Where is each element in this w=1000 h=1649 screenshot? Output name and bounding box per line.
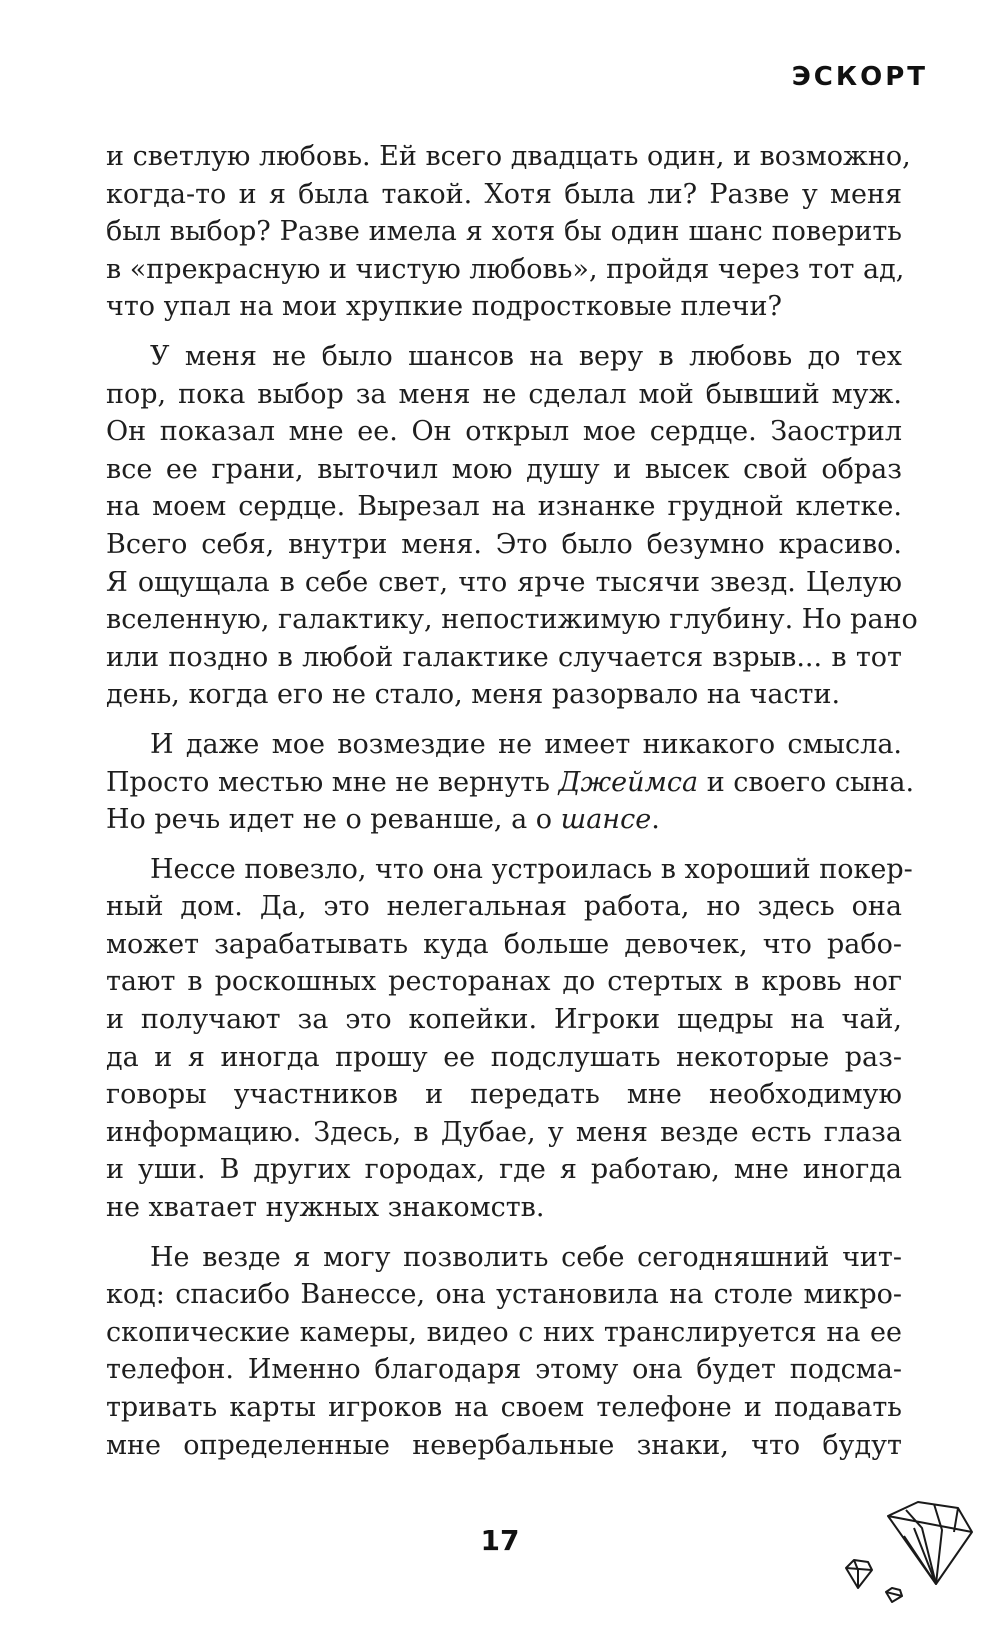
text-line [106,1114,902,1152]
text-segment: и своего сына. [698,766,915,798]
text-segment: или поздно в любой галактике случается взрыв... в тот [106,641,902,673]
paragraph [106,1239,902,1465]
page-number: 17 [480,1524,520,1557]
text-segment: на моем сердце. Вырезал на изнанке грудной клетке. [106,491,902,523]
text-line [106,1427,902,1465]
text-segment: тривать карты игроков на своем телефоне и подавать [106,1392,902,1423]
body-text [106,138,918,1476]
text-segment: да и я иногда прошу ее подслушать некоторые раз- [106,1041,902,1073]
text-line [106,1076,902,1114]
text-line [106,1351,902,1389]
text-line [106,601,918,639]
text-line [106,726,902,764]
text-line [106,213,902,251]
text-segment: когда-то и я была такой. Хотя была ли? Разве у меня [106,178,902,210]
text-line [106,926,902,964]
text-line [106,1389,902,1427]
text-segment: Просто местью мне не вернуть [106,766,559,798]
text-line [106,1001,902,1039]
text-line [106,801,902,839]
text-segment: что упал на мои хрупкие подростковые плечи? [106,291,782,323]
text-line [106,488,902,526]
text-line [106,764,915,802]
text-line [106,138,911,176]
text-segment: может зарабатывать куда больше девочек, что рабо- [106,928,902,960]
text-line [106,451,902,489]
text-line [106,1314,902,1352]
text-segment: вселенную, галактику, непостижимую глубину. Но рано [106,604,918,636]
text-line [106,251,905,289]
text-line [106,888,902,926]
text-line [106,1039,902,1077]
text-line [106,639,902,677]
text-line [106,376,902,414]
text-segment: код: спасибо Ванессе, она установила на столе микро- [106,1279,902,1311]
text-segment: день, когда его не стало, меня разорвало на части. [106,679,841,711]
paragraph [106,138,911,326]
text-line [106,413,902,451]
text-line [106,963,902,1001]
text-line [106,1239,902,1277]
text-line [106,676,902,714]
text-segment: тают в роскошных ресторанах до стертых в кровь ног [106,966,902,998]
text-segment: Всего себя, внутри меня. Это было безумно красиво. [106,528,902,560]
text-segment: все ее грани, выточил мою душу и высек свой образ [106,453,902,485]
text-line [106,176,902,214]
text-segment: и получают за это копейки. Игроки щедры на чай, [106,1004,902,1036]
text-line [106,338,902,376]
text-segment: И даже мое возмездие не имеет никакого смысла. [150,728,902,760]
paragraph [106,338,918,714]
text-segment: У меня не было шансов на веру в любовь до тех [150,340,902,372]
text-segment: не хватает нужных знакомств. [106,1192,545,1224]
text-segment: в «прекрасную и чистую любовь», пройдя через тот ад, [106,253,905,285]
text-segment: Но речь идет не о реванше, а о [106,804,561,836]
text-segment: Я ощущала в себе свет, что ярче тысячи звезд. Целую [106,566,902,598]
text-segment: . [651,804,660,836]
text-line [106,851,913,889]
text-segment: телефон. Именно благодаря этому она будет подсма- [106,1354,902,1386]
text-segment: говоры участников и передать мне необходимую [106,1079,902,1111]
italic-text: шансе [560,804,652,836]
diamond-icon [840,1488,980,1608]
text-segment: и уши. В других городах, где я работаю, мне иногда [106,1154,902,1186]
italic-text: Джеймса [558,766,699,798]
text-segment: мне определенные невербальные знаки, что будут [106,1429,902,1461]
text-segment: был выбор? Разве имела я хотя бы один шанс поверить [106,216,902,248]
text-line [106,1151,902,1189]
running-header: ЭСКОРТ [791,62,928,92]
text-segment: ный дом. Да, это нелегальная работа, но здесь она [106,891,902,923]
text-line [106,288,902,326]
text-segment: и светлую любовь. Ей всего двадцать один, и возможно, [106,141,911,172]
text-segment: Не везде я могу позволить себе сегодняшний чит- [150,1241,902,1273]
text-segment: скопические камеры, видео с них транслируется на ее [106,1316,902,1348]
text-segment: Нессе повезло, что она устроилась в хороший покер- [150,853,913,885]
text-segment: пор, пока выбор за меня не сделал мой бывший муж. [106,378,902,410]
paragraph [106,851,913,1227]
text-segment: информацию. Здесь, в Дубае, у меня везде есть глаза [106,1116,902,1148]
text-segment: Он показал мне ее. Он открыл мое сердце. Заострил [106,416,902,448]
text-line [106,526,902,564]
paragraph [106,726,915,839]
text-line [106,1189,902,1227]
text-line [106,564,902,602]
text-line [106,1276,902,1314]
